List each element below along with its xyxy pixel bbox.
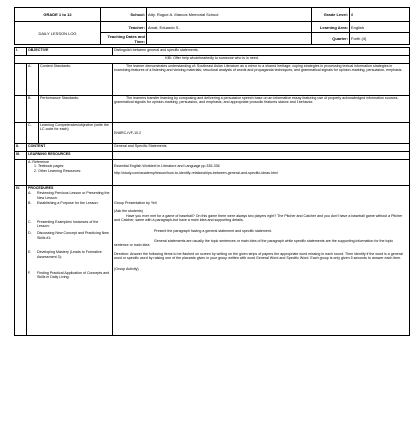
other-resources-num: 2.: [34, 168, 37, 173]
grade-level-label: Grade Level:: [312, 8, 350, 22]
performance-standards-label: Performance Standards:: [39, 96, 113, 123]
references-row: [15, 160, 410, 186]
references-letter: A.: [28, 160, 32, 164]
procedure-e-label: Developing Mastery (Leads to Formative Assessment 3):: [37, 250, 102, 259]
quarter-label: Quarter:: [312, 33, 350, 45]
resources-heading: LEARNING RESOURCES: [27, 152, 113, 160]
content-text: General and Specific Statements: [113, 144, 410, 152]
teacher-value: Amat, Eduardo S.: [147, 22, 312, 33]
competencies-label: Learning Competencies/objective (write the LC code for each): [39, 123, 113, 144]
procedure-b-label: Establishing a Purpose for the Lesson:: [37, 201, 99, 206]
lesson-table: [14, 47, 410, 336]
dates-label: Teaching Dates and Time:: [101, 33, 147, 45]
procedure-a-letter: A.: [28, 191, 32, 196]
content-standards-row: [15, 64, 410, 96]
procedures-heading: PROCEDURES: [28, 186, 54, 190]
procedure-d-letter: D.: [28, 231, 32, 236]
competencies-row: [15, 123, 410, 144]
competencies-letter: C.: [27, 123, 39, 144]
procedure-f-text: (Group Activity): [114, 266, 139, 271]
content-num: II.: [15, 144, 27, 152]
procedure-b-text2: Have you ever met for a game of baseball? On this game there were always two players right? The Pitcher and Catcher and you don't have a baseball game without a Pitcher and Catcher, same with a paragraph-but have a main idea and supporting details.: [114, 213, 403, 223]
procedure-d-label: Discussing New Concept and Practicing New Skills #1:: [37, 231, 109, 240]
objective-heading: OBJECTIVE: [27, 48, 113, 56]
performance-standards-text: The learners transfer learning by composing and delivering a persuasive speech base on an informative essay featuring use of properly acknowledged information sources, grammatical signals for opinion-marking, persuasion, and emphasis, and appropriate prosodic features stance and 1behavior.: [114, 96, 399, 105]
procedure-f-letter: F.: [28, 271, 31, 276]
procedures-num: IV.: [15, 186, 27, 336]
procedure-d-text: General statements are usually the topic sentences or main idea of the paragraph while specific statements are the supporting information for the topic sentence or main idea.: [114, 239, 394, 248]
procedure-f-label: Finding Practical Application of Concepts and Skills in Daily Living:: [37, 271, 110, 280]
references-label: Reference: [32, 160, 49, 164]
objective-row: [15, 48, 410, 56]
content-row: [15, 144, 410, 152]
procedure-e-letter: E.: [28, 250, 32, 255]
grade-range: GRADE 1 to 12: [15, 8, 101, 22]
log-title: DAILY LESSON LOG: [15, 22, 101, 45]
grade-level-value: 8: [350, 8, 410, 22]
teacher-label: Teacher:: [101, 22, 147, 33]
performance-standards-letter: B.: [27, 96, 39, 123]
learning-area-label: Learning Area:: [312, 22, 350, 33]
other-resources-link[interactable]: http://study.com/academy/lesson/how-to-identify-relationships-between-general-and-specific-ideas.html: [114, 171, 278, 176]
resources-num: III.: [15, 152, 27, 160]
procedure-b-text1: (Ask the students): [114, 209, 143, 214]
daily-lesson-log: [14, 7, 409, 336]
other-resources-label: Other Learning Resources:: [38, 168, 82, 173]
textbook-label: Textbook pages:: [37, 164, 65, 169]
procedure-a-text: Group Presentation by Yell: [114, 201, 157, 205]
objective-num: I.: [15, 48, 27, 56]
competencies-code: EN8RC-IVF-10.2: [113, 123, 410, 144]
textbook-num: 1.: [34, 164, 37, 169]
textbook-text: Essential English Worktext in Literature and Language pp.335-336: [114, 164, 220, 168]
header-table: [14, 7, 410, 45]
content-standards-label: Content Standards:: [39, 64, 113, 96]
procedure-c-text: Present the paragraph having a general statement and specific statement.: [154, 228, 272, 233]
procedure-c-letter: C.: [28, 219, 32, 224]
procedure-c-label: Presenting Examples/ Instances of the Lesson:: [37, 219, 99, 229]
content-heading: CONTENT: [27, 144, 113, 152]
procedure-a-label: Reviewing Previous Lesson or Presenting the New Lesson.: [37, 191, 110, 200]
dates-value: [147, 33, 312, 45]
procedure-e-text: Direction: Answer the following items to be flashed on screen by writing on the given strips of papers the appropriate word missing in each round. Then identify if the word is a general word or specific word by raising one of the placards given in your group written with word General Word and Specific Word. Each group is only given 5 seconds to answer each item.: [114, 251, 403, 261]
learning-area-value: English: [350, 22, 410, 33]
school-value: Atty. Rogue A. Marcos Memorial School: [147, 8, 312, 22]
quarter-value: Forth (4): [350, 33, 410, 45]
procedures-row: [15, 186, 410, 336]
performance-standards-row: [15, 96, 410, 123]
resources-row: [15, 152, 410, 160]
objective-text: Distinguish between general and specific statements.: [113, 48, 410, 56]
content-standards-letter: A.: [27, 64, 39, 96]
content-standards-text: The learner demonstrates understanding of: Southeast Asian Literature as a mirror to a shared heritage; coping strategies in processing textual information strategies in examining features of a listening and viewing materials; structural analysis of words and propaganda techniques; and grammatical signals for opinion-marking, persuasion, emphasis.: [114, 64, 403, 73]
kbi-text: KBI: Offer help wholeheartedly to someone who is in need.: [15, 56, 410, 64]
procedure-b-letter: B.: [28, 201, 32, 206]
school-label: School:: [101, 8, 147, 22]
